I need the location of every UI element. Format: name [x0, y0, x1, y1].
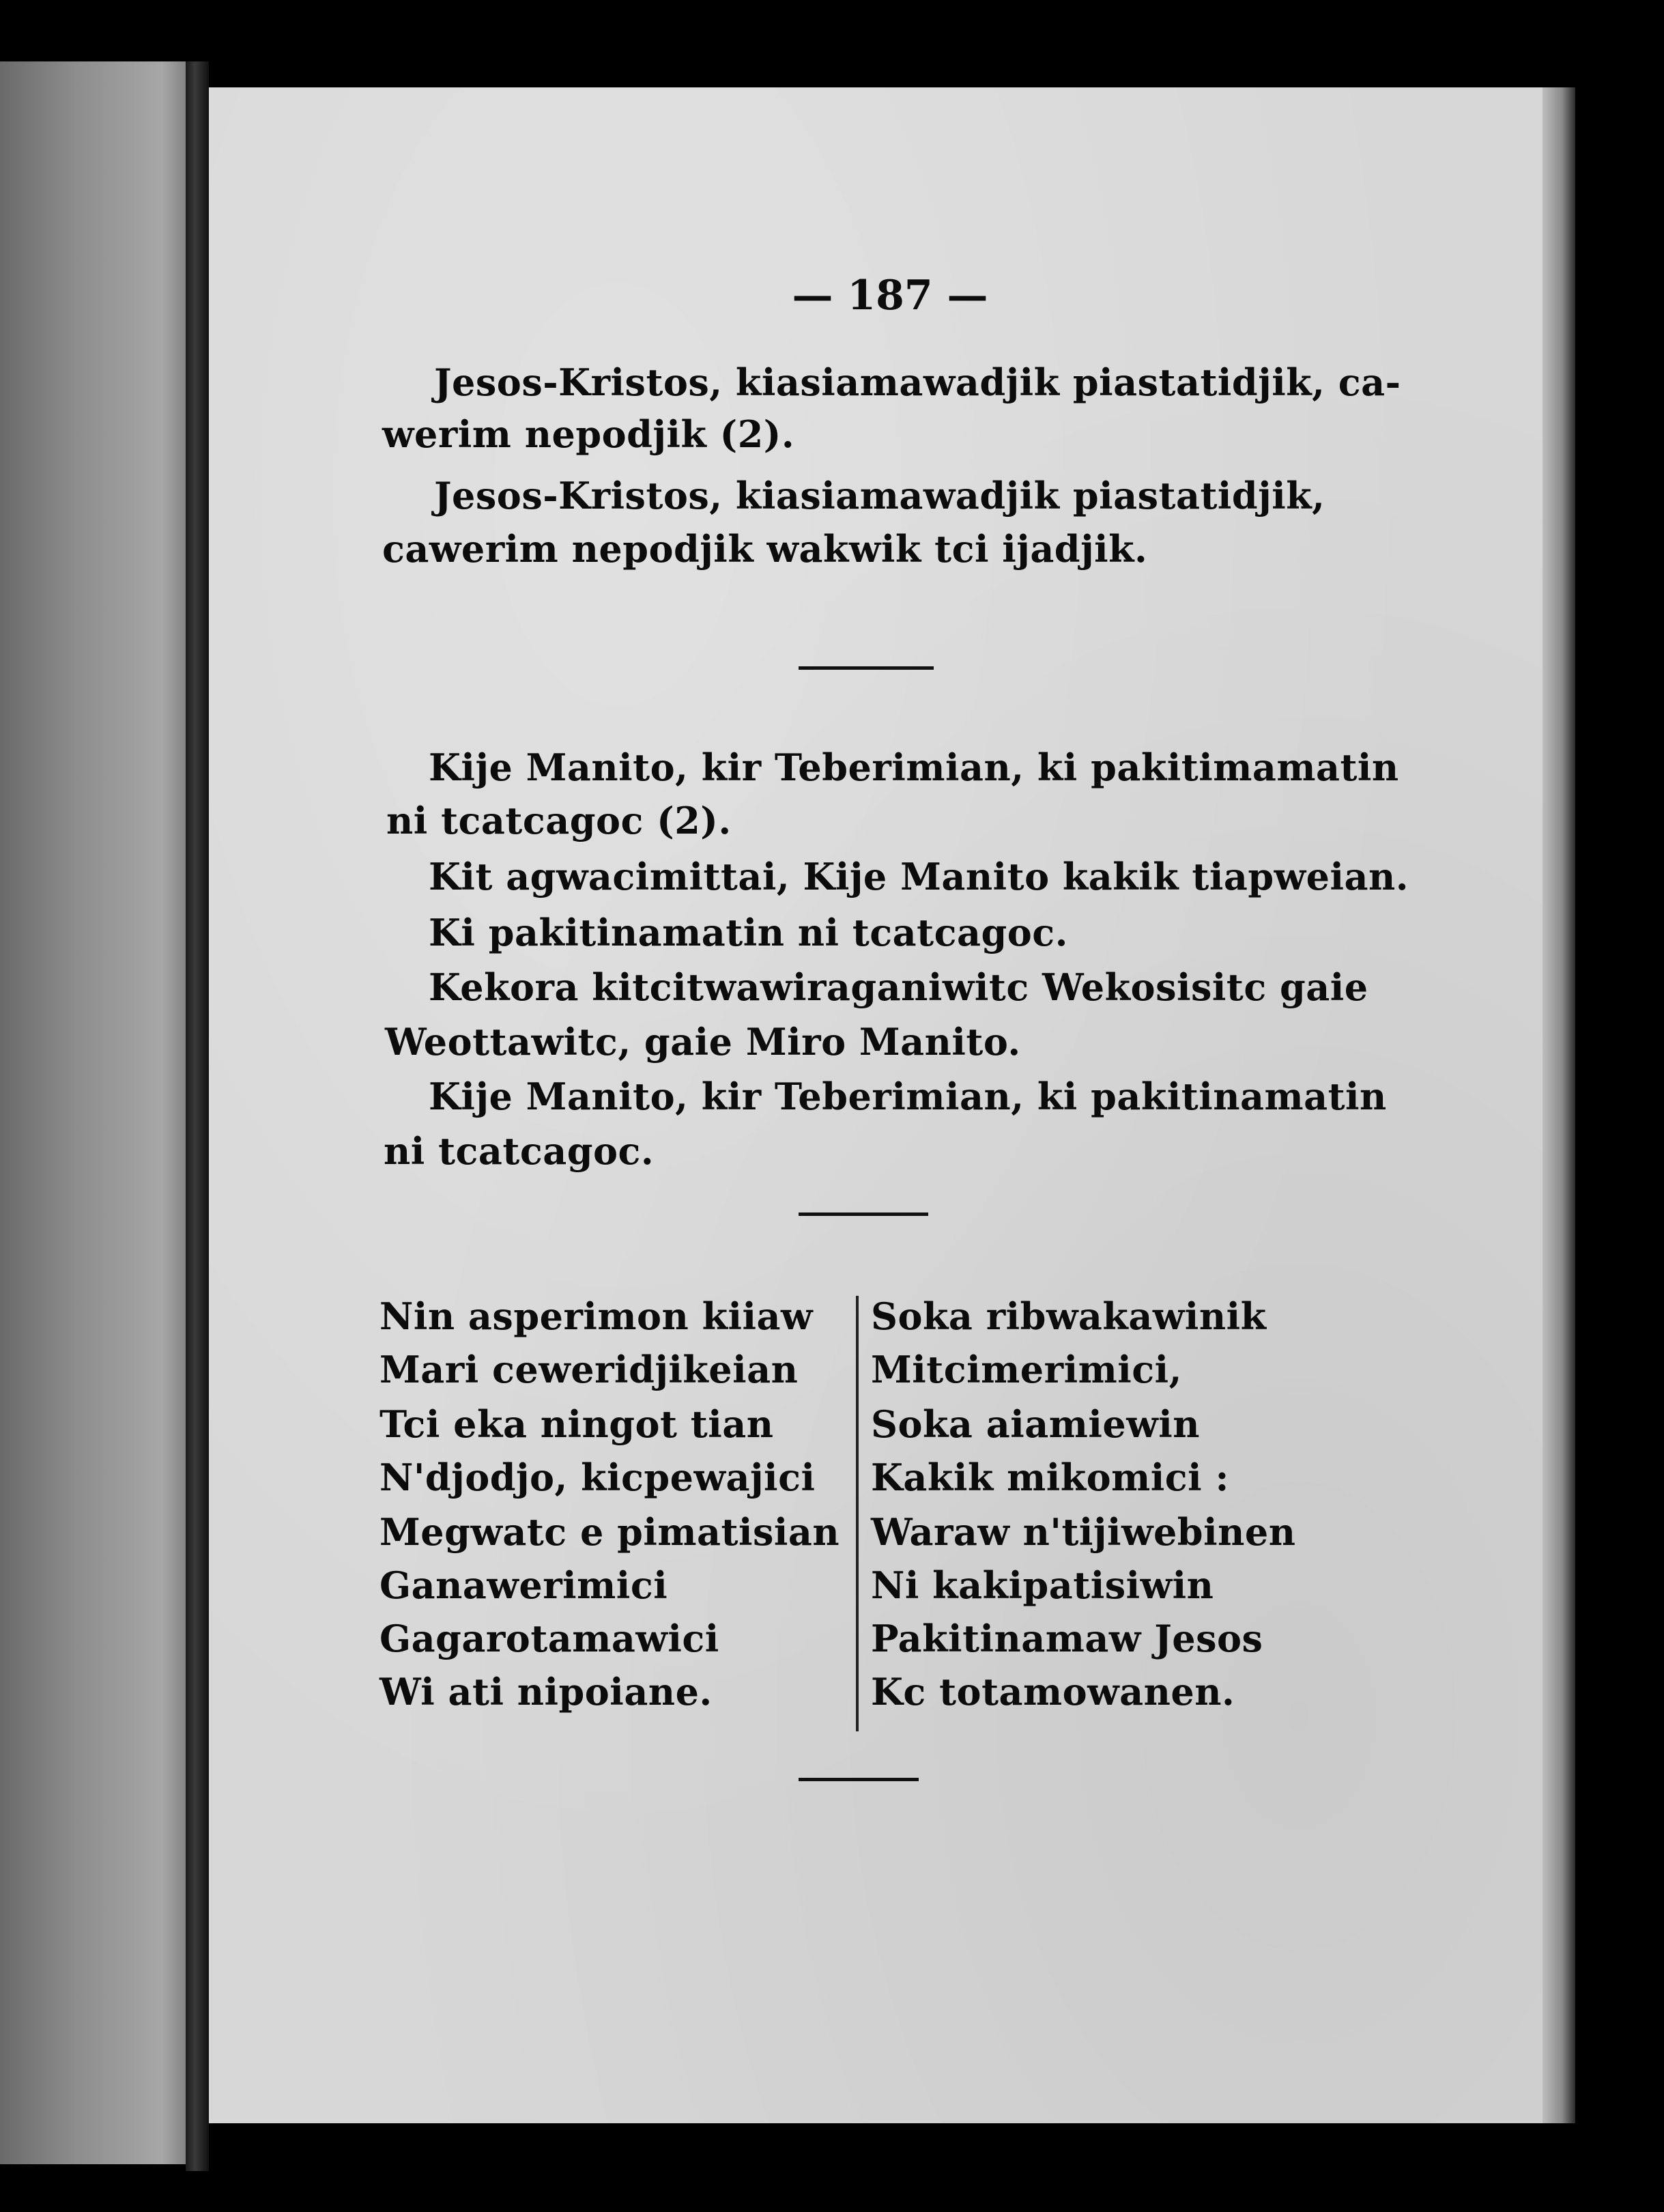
section2-line-4: Ki pakitinamatin ni tcatcagoc. — [429, 911, 1068, 954]
previous-page-edge — [0, 61, 191, 2164]
section-divider-rule — [799, 1213, 928, 1216]
hymn-left-line-3: Tci eka ningot tian — [379, 1402, 774, 1446]
hymn-left-line-1: Nin asperimon kiiaw — [379, 1294, 814, 1338]
section2-line-3: Kit agwacimittai, Kije Manito kakik tiapweian. — [429, 855, 1409, 898]
hymn-right-line-7: Pakitinamaw Jesos — [871, 1617, 1263, 1660]
hymn-right-line-2: Mitcimerimici, — [871, 1348, 1182, 1391]
hymn-right-line-3: Soka aiamiewin — [871, 1402, 1200, 1446]
section2-line-2: ni tcatcagoc (2). — [386, 799, 732, 842]
section2-line-1: Kije Manito, kir Teberimian, ki pakitimamatin — [429, 746, 1399, 789]
hymn-right-line-4: Kakik mikomici : — [871, 1456, 1229, 1499]
hymn-left-line-4: N'djodjo, kicpewajici — [379, 1456, 816, 1499]
hymn-left-line-6: Ganawerimici — [379, 1563, 668, 1607]
section1-line-4: cawerim nepodjik wakwik tci ijadjik. — [382, 527, 1148, 571]
section2-line-8: ni tcatcagoc. — [384, 1129, 655, 1173]
book-spine — [186, 61, 209, 2171]
hymn-left-line-7: Gagarotamawici — [379, 1617, 719, 1660]
page-number: — 187 — — [792, 272, 988, 320]
hymn-left-line-2: Mari ceweridjikeian — [379, 1348, 799, 1391]
end-rule — [799, 1778, 919, 1781]
hymn-right-line-1: Soka ribwakawinik — [871, 1294, 1267, 1338]
section2-line-7: Kije Manito, kir Teberimian, ki pakitinamatin — [429, 1075, 1387, 1118]
hymn-column-divider — [856, 1296, 859, 1731]
hymn-left-line-8: Wi ati nipoiane. — [379, 1670, 713, 1714]
section1-line-1: Jesos-Kristos, kiasiamawadjik piastatidjik, ca- — [434, 360, 1401, 404]
section1-line-3: Jesos-Kristos, kiasiamawadjik piastatidjik, — [434, 474, 1325, 517]
section2-line-5: Kekora kitcitwawiraganiwitc Wekosisitc gaie — [429, 965, 1368, 1009]
hymn-right-line-8: Kc totamowanen. — [871, 1670, 1235, 1714]
section-divider-rule — [799, 666, 934, 670]
section2-line-6: Weottawitc, gaie Miro Manito. — [385, 1020, 1021, 1064]
hymn-right-line-5: Waraw n'tijiwebinen — [871, 1510, 1296, 1554]
page-right-edge — [1543, 87, 1575, 2123]
hymn-right-line-6: Ni kakipatisiwin — [871, 1563, 1214, 1607]
section1-line-2: werim nepodjik (2). — [382, 412, 795, 456]
hymn-left-line-5: Megwatc e pimatisian — [379, 1510, 840, 1554]
book-page — [209, 87, 1571, 2123]
